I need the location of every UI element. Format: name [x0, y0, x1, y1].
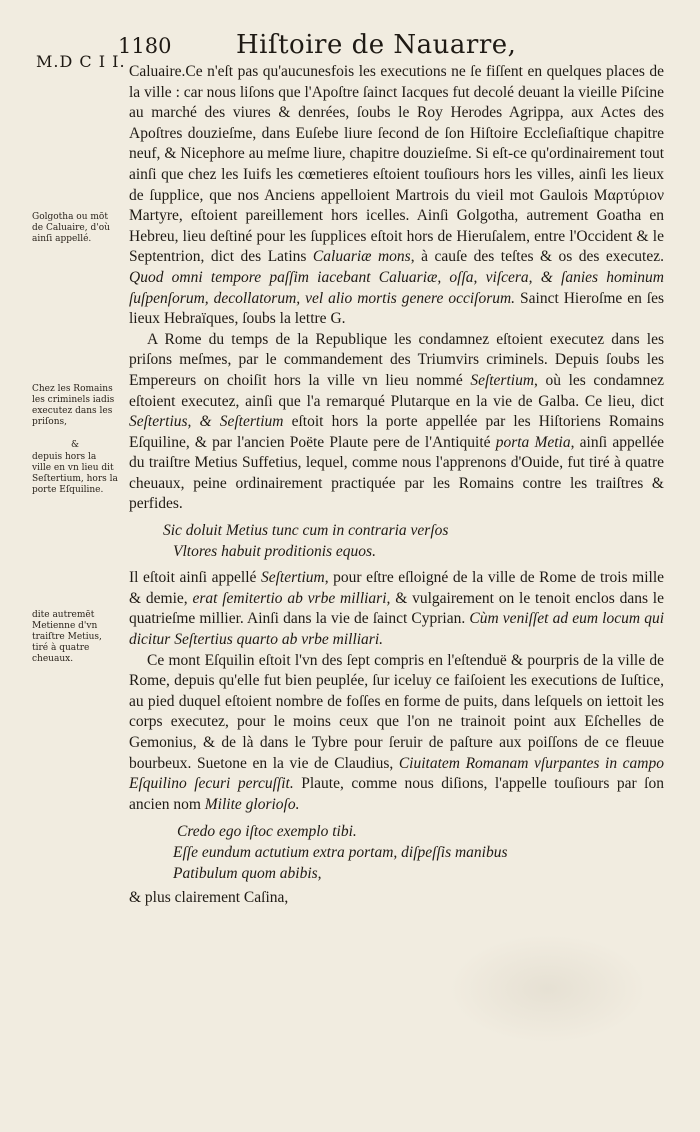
italic-run: erat ſemitertio ab vrbe milliari, — [192, 589, 391, 607]
margin-note-golgotha: Golgotha ou mōt de Caluaire, d'où ainſi appellé. — [32, 212, 110, 244]
verse-line: Patibulum quom abibis, — [173, 865, 322, 883]
italic-run: Ciuitatem Romanam vſurpantes in campo Eſquilino ſecuri percuſſit. — [129, 754, 664, 793]
italic-run: Milite glorioſo. — [204, 795, 300, 813]
verse-plaute — [173, 821, 664, 884]
verse-ovid — [163, 521, 664, 562]
text-run: Il eſtoit ainſi appellé — [129, 569, 257, 587]
text-run: Ce mont Eſquilin eſtoit l'vn des ſept compris en l'eſtenduë & pourpris de la ville de Rome, depuis qu'elle fut bien peuplée, ſur iceluy ce faiſoient les executions de Iuſtice, au pied duquel eſtoient nombre de foſſes en forme de puits, dans leſquels on iettoit les corps executez, pour le moins ceux que l'on ne trainoit point aux Eſchelles de Gemonius, & de là dans le Tybre pour ſeruir de paſture aux poiſſons de ce fleuue bourbeux. Suetone en la vie de Claudius, — [129, 651, 664, 772]
text-run: Caluaire.Ce n'eſt pas qu'aucunesfois les executions ne ſe fiſſent en quelques places de la ville : car nous liſons que l'Apoſtre ſainct Iacques fut decolé deuant la vieille Piſcine au marché des viures & denrées, ſoubs le Roy Herodes Agrippa, aux Actes des Apoſtres douzieſme, dans Euſebe liure ſecond de ſon Hiſtoire Eccleſiaſtique chapitre neuf, & Nicephore au meſme liure, chapitre douzieſme. Si eſt-ce qu'ordinairement tout ainſi que chez les Iuifs les cœmetieres eſtoient touſiours hors les villes, ainſi les lieux de ſupplice, que nos Anciens appelloient Martrois du vieil mot Gaulois Μαρτύριον Martyre, eſtoient pareillement hors icelles. Ainſi Golgotha, autrement Goatha en Hebreu, lieu deſtiné pour les ſupplices eſtoit hors de Hieruſalem, entre l'Occident & le Septentrion, dict des Latins — [129, 63, 664, 266]
verse-line: Sic doluit Metius tunc cum in contraria verſos — [163, 522, 449, 540]
text-run: , à cauſe des teſtes & os des executez. — [410, 248, 664, 266]
italic-run: Seſtertium — [470, 371, 535, 389]
paper-stain — [448, 934, 648, 1044]
italic-run: Cùm veniſſet ad eum locum qui dicitur Seſtertius quarto ab vrbe milliari. — [129, 610, 665, 649]
verse-line: Credo ego iſtoc exemplo tibi. — [177, 823, 357, 841]
verse-line: Vltores habuit proditionis equos. — [173, 542, 376, 560]
closing-line: & plus clairement Caſina, — [129, 889, 289, 907]
margin-note-romains: Chez les Romains les criminels iadis executez dans les priſons, — [32, 384, 115, 427]
text-run: , ainſi appellée du traiſtre Metius Suffetius, lequel, comme nous l'apprenons d'Ouide, fut tiré à quatre cheuaux, peine ordinairement practiquée par les Romains contre les traiſtres & perfides. — [129, 433, 665, 513]
italic-run: porta Metia — [495, 433, 571, 451]
running-title: Hiſtoire de Nauarre, — [236, 30, 517, 60]
text-run: , pour eſtre eſloigné de la ville de Rome de trois mille & demie, — [129, 569, 665, 607]
main-text — [129, 62, 664, 909]
latin-quote: Quod omni tempore paſſim iacebant Caluariæ, oſſa, viſcera, & ſanies hominum ſuſpenſorum, decollatorum, vel alio mortis genere occiſorum. — [129, 268, 664, 307]
italic-run: Caluariæ mons — [312, 248, 411, 266]
text-run: A Rome du temps de la Republique les condamnez eſtoient executez dans les priſons meſmes, par le commandement des Triumvirs criminels. Depuis ſoubs les Empereurs on choiſit hors la ville vn lieu nommé — [129, 330, 664, 389]
text-run: eſtoit hors la porte appellée par les Hiſtoriens Romains Eſquiline, & par l'ancien Poëte Plaute pere de l'Antiquité — [129, 413, 664, 451]
text-run: Sainct Hieroſme en ſes lieux Hebraïques, ſoubs la lettre G. — [129, 289, 665, 328]
italic-run: Seſtertius, & Seſtertium — [129, 413, 284, 431]
text-run: , où les condamnez eſtoient executez, ainſi que l'a remarqué Plutarque en la vie de Galba. Ce lieu, dict — [129, 371, 664, 410]
paragraph-rome — [129, 330, 664, 515]
margin-note-metienne: dite autremēt Metienne d'vn traiſtre Metius, tiré à quatre cheuaux. — [32, 610, 102, 664]
italic-run: Seſtertium — [261, 569, 325, 587]
page-number: 1180 — [118, 34, 172, 58]
margin-note-ampersand: & — [70, 440, 79, 450]
paragraph-esquilin — [129, 651, 664, 816]
text-run: Plaute, comme nous diſions, l'appelle touſiours par ſon ancien nom — [129, 775, 664, 813]
text-run: & vulgairement on le tenoit enclos dans le quatrieſme millier. Ainſi dans la vie de ſainct Cyprian. — [129, 589, 664, 628]
year-marker: M.D C I I. — [36, 52, 126, 71]
verse-line: Eſſe eundum actutium extra portam, diſpeſſis manibus — [173, 844, 508, 862]
margin-note-sestertium: depuis hors la ville en vn lieu dit Seſtertium, hors la porte Eſquiline. — [32, 452, 118, 495]
paragraph-sestertium — [129, 568, 664, 650]
paragraph-caluaire — [129, 62, 664, 330]
